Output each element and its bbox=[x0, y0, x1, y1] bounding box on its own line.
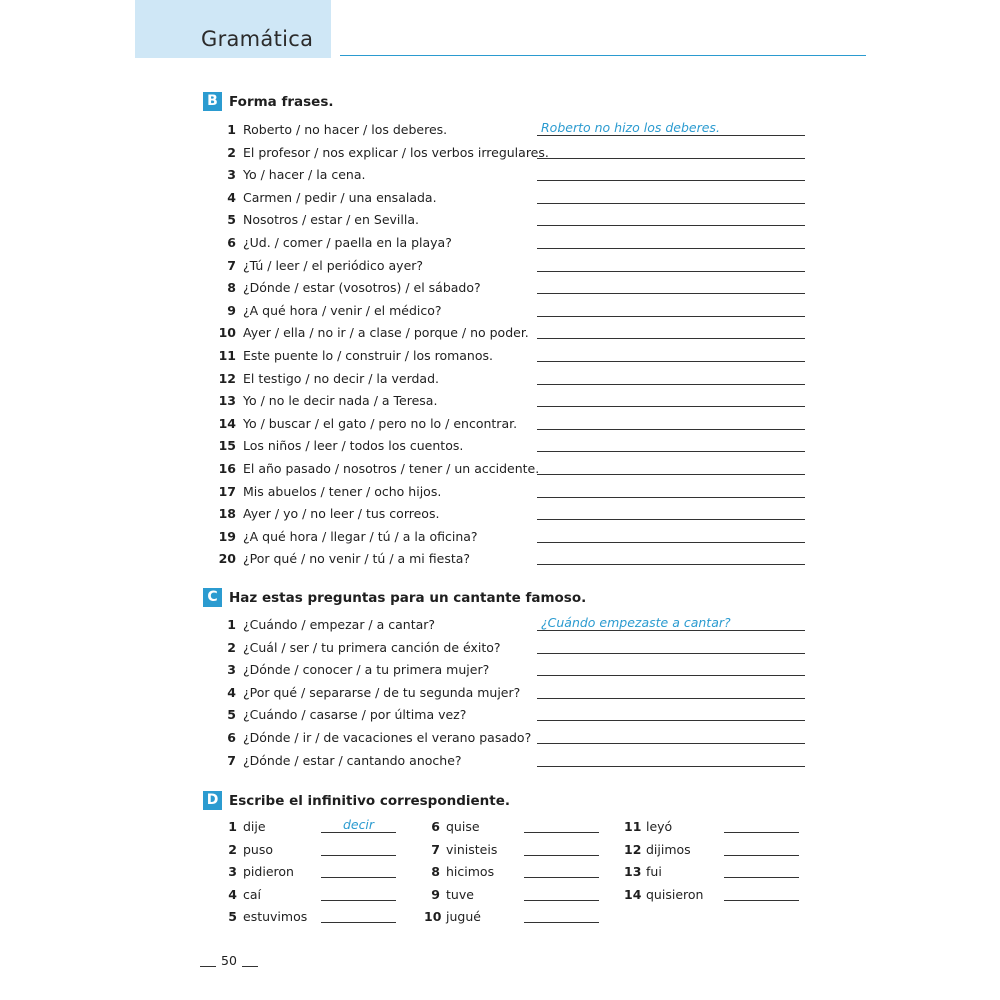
exercise-row bbox=[0, 301, 1000, 321]
exercise-number: 5 bbox=[228, 909, 237, 925]
exercise-prompt: Roberto / no hacer / los deberes. bbox=[243, 122, 448, 137]
answer-blank[interactable] bbox=[321, 855, 396, 856]
answer-blank[interactable] bbox=[321, 832, 396, 833]
answer-blank[interactable] bbox=[537, 653, 805, 654]
exercise-number: 9 bbox=[431, 886, 440, 902]
exercise-number: 7 bbox=[227, 752, 236, 768]
answer-blank[interactable] bbox=[537, 180, 805, 181]
answer-text: ¿Cuándo empezaste a cantar? bbox=[541, 615, 731, 630]
exercise-prompt: ¿Dónde / estar / cantando anoche? bbox=[243, 752, 462, 768]
section-d-badge: D bbox=[203, 791, 222, 810]
exercise-number: 8 bbox=[431, 864, 440, 880]
answer-blank[interactable] bbox=[321, 922, 396, 923]
exercise-number: 10 bbox=[424, 909, 442, 925]
answer-blank[interactable] bbox=[537, 766, 805, 767]
verb-form: caí bbox=[243, 886, 262, 902]
exercise-prompt: El año pasado / nosotros / tener / un accidente. bbox=[243, 461, 540, 476]
answer-blank[interactable] bbox=[537, 497, 805, 498]
infinitive-item bbox=[428, 885, 628, 905]
page-title: Gramática bbox=[201, 27, 314, 51]
verb-form: quisieron bbox=[646, 886, 704, 902]
answer-blank[interactable] bbox=[537, 451, 805, 452]
exercise-prompt: Los niños / leer / todos los cuentos. bbox=[243, 438, 464, 454]
verb-form: estuvimos bbox=[243, 909, 308, 925]
exercise-number: 10 bbox=[218, 325, 236, 341]
verb-form: hicimos bbox=[446, 864, 495, 880]
verb-form: pidieron bbox=[243, 864, 294, 880]
exercise-number: 14 bbox=[218, 415, 236, 431]
footer-rule-left bbox=[200, 966, 216, 967]
answer-blank[interactable] bbox=[724, 877, 799, 878]
infinitive-item bbox=[624, 885, 828, 905]
exercise-number: 3 bbox=[227, 662, 236, 678]
exercise-prompt: ¿Dónde / estar (vosotros) / el sábado? bbox=[243, 280, 481, 296]
exercise-number: 7 bbox=[431, 841, 440, 857]
verb-form: vinisteis bbox=[446, 841, 498, 857]
answer-blank[interactable] bbox=[537, 406, 805, 407]
exercise-number: 6 bbox=[431, 819, 440, 834]
exercise-row bbox=[0, 751, 1000, 771]
infinitive-item bbox=[424, 907, 628, 927]
answer-blank[interactable] bbox=[537, 338, 805, 339]
infinitive-item bbox=[624, 840, 828, 860]
exercise-row bbox=[0, 615, 1000, 635]
exercise-number: 6 bbox=[227, 730, 236, 745]
exercise-number: 9 bbox=[227, 302, 236, 318]
infinitive-item bbox=[225, 885, 425, 905]
exercise-prompt: ¿Por qué / no venir / tú / a mi fiesta? bbox=[243, 551, 471, 567]
exercise-prompt: Este puente lo / construir / los romanos. bbox=[243, 348, 493, 363]
verb-form: dijimos bbox=[646, 841, 691, 857]
answer-blank[interactable] bbox=[724, 900, 799, 901]
infinitive-item bbox=[225, 907, 425, 927]
infinitive-item bbox=[225, 862, 425, 882]
page-footer bbox=[200, 953, 270, 969]
infinitive-item bbox=[624, 862, 828, 882]
answer-blank[interactable] bbox=[537, 720, 805, 721]
exercise-row bbox=[0, 549, 1000, 569]
answer-blank[interactable] bbox=[537, 225, 805, 226]
answer-blank[interactable] bbox=[537, 474, 805, 475]
page-number: 50 bbox=[221, 953, 237, 968]
exercise-row bbox=[0, 527, 1000, 547]
exercise-number: 11 bbox=[218, 348, 236, 363]
exercise-number: 2 bbox=[227, 639, 236, 655]
exercise-row bbox=[0, 504, 1000, 524]
exercise-number: 12 bbox=[624, 841, 642, 857]
exercise-row bbox=[0, 346, 1000, 366]
verb-form: fui bbox=[646, 864, 662, 880]
footer-rule-right bbox=[242, 966, 258, 967]
exercise-number: 16 bbox=[218, 461, 236, 476]
exercise-number: 5 bbox=[227, 212, 236, 228]
exercise-row bbox=[0, 256, 1000, 276]
exercise-number: 3 bbox=[228, 864, 237, 880]
section-c-title: Haz estas preguntas para un cantante famoso. bbox=[229, 590, 587, 606]
answer-blank[interactable] bbox=[537, 248, 805, 249]
exercise-row bbox=[0, 414, 1000, 434]
exercise-number: 1 bbox=[227, 122, 236, 137]
verb-form: leyó bbox=[646, 819, 673, 834]
exercise-number: 2 bbox=[227, 144, 236, 160]
exercise-number: 11 bbox=[624, 819, 642, 834]
answer-blank[interactable] bbox=[524, 877, 599, 878]
exercise-number: 3 bbox=[227, 167, 236, 183]
exercise-row bbox=[0, 120, 1000, 140]
exercise-number: 4 bbox=[228, 886, 237, 902]
answer-blank[interactable] bbox=[537, 384, 805, 385]
answer-blank[interactable] bbox=[524, 922, 599, 923]
exercise-prompt: Ayer / ella / no ir / a clase / porque / no poder. bbox=[243, 325, 529, 341]
exercise-number: 15 bbox=[218, 438, 236, 454]
answer-blank[interactable] bbox=[524, 900, 599, 901]
exercise-row bbox=[0, 728, 1000, 748]
exercise-row bbox=[0, 165, 1000, 185]
exercise-row bbox=[0, 391, 1000, 411]
exercise-number: 14 bbox=[624, 886, 642, 902]
exercise-row bbox=[0, 323, 1000, 343]
answer-blank[interactable] bbox=[524, 832, 599, 833]
exercise-row bbox=[0, 683, 1000, 703]
verb-form: tuve bbox=[446, 886, 474, 902]
answer-blank[interactable] bbox=[724, 855, 799, 856]
answer-blank[interactable] bbox=[524, 855, 599, 856]
exercise-number: 4 bbox=[227, 189, 236, 205]
answer-blank[interactable] bbox=[537, 203, 805, 204]
exercise-number: 5 bbox=[227, 707, 236, 723]
verb-form: puso bbox=[243, 841, 274, 857]
answer-blank[interactable] bbox=[537, 293, 805, 294]
exercise-row bbox=[0, 459, 1000, 479]
verb-form: dije bbox=[243, 819, 266, 834]
exercise-prompt: Yo / no le decir nada / a Teresa. bbox=[243, 393, 438, 409]
answer-blank[interactable] bbox=[537, 698, 805, 699]
infinitive-item bbox=[428, 862, 628, 882]
answer-blank[interactable] bbox=[537, 361, 805, 362]
exercise-prompt: ¿Dónde / conocer / a tu primera mujer? bbox=[243, 662, 490, 678]
answer-blank[interactable] bbox=[321, 900, 396, 901]
verb-form: quise bbox=[446, 819, 480, 834]
answer-text: decir bbox=[342, 817, 375, 832]
infinitive-item bbox=[624, 817, 828, 837]
exercise-number: 4 bbox=[227, 684, 236, 700]
exercise-prompt: El testigo / no decir / la verdad. bbox=[243, 370, 439, 386]
answer-blank[interactable] bbox=[537, 429, 805, 430]
exercise-row bbox=[0, 482, 1000, 502]
exercise-number: 6 bbox=[227, 235, 236, 250]
exercise-number: 8 bbox=[227, 280, 236, 296]
infinitive-item bbox=[428, 840, 628, 860]
answer-blank[interactable] bbox=[537, 564, 805, 565]
exercise-prompt: Mis abuelos / tener / ocho hijos. bbox=[243, 483, 442, 499]
exercise-row bbox=[0, 278, 1000, 298]
exercise-prompt: ¿Ud. / comer / paella en la playa? bbox=[243, 235, 452, 250]
exercise-prompt: ¿Dónde / ir / de vacaciones el verano pasado? bbox=[243, 730, 532, 745]
exercise-row bbox=[0, 638, 1000, 658]
header-rule bbox=[340, 55, 866, 56]
exercise-row bbox=[0, 369, 1000, 389]
section-b-title: Forma frases. bbox=[229, 94, 334, 110]
answer-blank[interactable] bbox=[537, 316, 805, 317]
answer-blank[interactable] bbox=[537, 519, 805, 520]
exercise-number: 12 bbox=[218, 370, 236, 386]
exercise-prompt: ¿Cuándo / empezar / a cantar? bbox=[243, 617, 436, 632]
section-d-title: Escribe el infinitivo correspondiente. bbox=[229, 793, 511, 809]
exercise-number: 1 bbox=[228, 819, 237, 834]
answer-blank[interactable] bbox=[537, 675, 805, 676]
answer-blank[interactable] bbox=[321, 877, 396, 878]
exercise-prompt: El profesor / nos explicar / los verbos irregulares. bbox=[243, 144, 549, 160]
infinitive-item bbox=[225, 840, 425, 860]
answer-blank[interactable] bbox=[537, 542, 805, 543]
exercise-number: 20 bbox=[218, 551, 236, 567]
exercise-row bbox=[0, 233, 1000, 253]
exercise-prompt: ¿A qué hora / llegar / tú / a la oficina? bbox=[243, 528, 478, 544]
exercise-prompt: Nosotros / estar / en Sevilla. bbox=[243, 212, 419, 228]
exercise-prompt: ¿A qué hora / venir / el médico? bbox=[243, 302, 442, 318]
exercise-prompt: ¿Tú / leer / el periódico ayer? bbox=[243, 257, 424, 273]
section-b-badge: B bbox=[203, 92, 222, 111]
answer-blank[interactable] bbox=[537, 158, 805, 159]
infinitive-item bbox=[225, 817, 425, 837]
section-c-badge: C bbox=[203, 588, 222, 607]
exercise-number: 2 bbox=[228, 841, 237, 857]
answer-blank[interactable] bbox=[537, 630, 805, 631]
exercise-number: 17 bbox=[218, 483, 236, 499]
exercise-prompt: Yo / buscar / el gato / pero no lo / encontrar. bbox=[243, 415, 518, 431]
exercise-prompt: Carmen / pedir / una ensalada. bbox=[243, 189, 437, 205]
exercise-row bbox=[0, 660, 1000, 680]
exercise-row bbox=[0, 188, 1000, 208]
exercise-number: 18 bbox=[218, 506, 236, 522]
verb-form: jugué bbox=[446, 909, 481, 925]
exercise-row bbox=[0, 143, 1000, 163]
answer-text: Roberto no hizo los deberes. bbox=[541, 120, 720, 135]
answer-blank[interactable] bbox=[537, 135, 805, 136]
answer-blank[interactable] bbox=[537, 271, 805, 272]
exercise-prompt: Yo / hacer / la cena. bbox=[243, 167, 366, 183]
infinitive-item bbox=[428, 817, 628, 837]
exercise-prompt: ¿Por qué / separarse / de tu segunda mujer? bbox=[243, 684, 521, 700]
exercise-number: 19 bbox=[218, 528, 236, 544]
exercise-number: 7 bbox=[227, 257, 236, 273]
exercise-number: 1 bbox=[227, 617, 236, 632]
exercise-number: 13 bbox=[624, 864, 642, 880]
exercise-prompt: Ayer / yo / no leer / tus correos. bbox=[243, 506, 440, 522]
exercise-row bbox=[0, 210, 1000, 230]
exercise-row bbox=[0, 436, 1000, 456]
answer-blank[interactable] bbox=[724, 832, 799, 833]
exercise-prompt: ¿Cuál / ser / tu primera canción de éxito? bbox=[243, 639, 501, 655]
exercise-row bbox=[0, 705, 1000, 725]
exercise-prompt: ¿Cuándo / casarse / por última vez? bbox=[243, 707, 467, 723]
answer-blank[interactable] bbox=[537, 743, 805, 744]
exercise-number: 13 bbox=[218, 393, 236, 409]
